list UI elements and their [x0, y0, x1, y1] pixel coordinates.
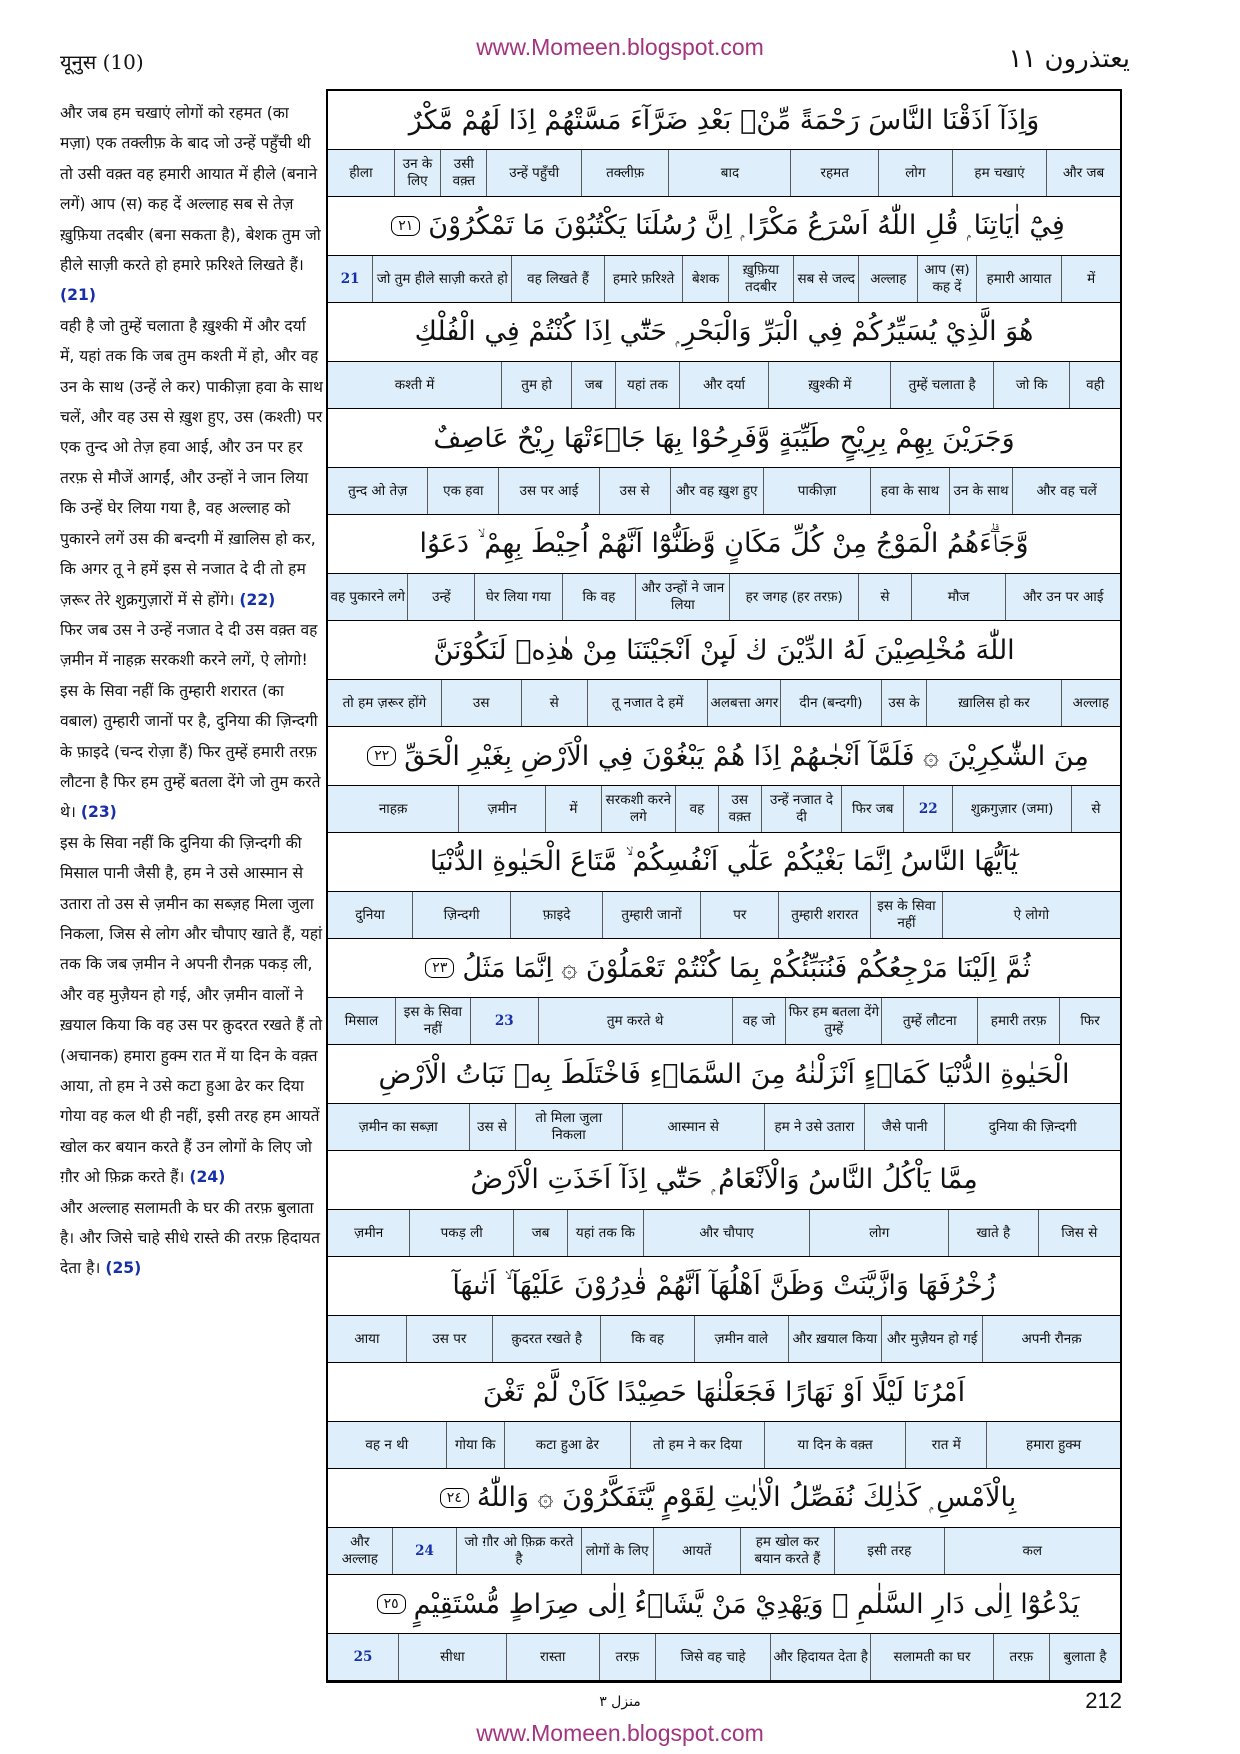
word-meaning-cell: मौज: [911, 574, 1005, 620]
word-meaning-cell: हीला: [349, 164, 373, 181]
word-meaning-cell: तुन्द ओ तेज़: [348, 482, 408, 499]
page-number: 212: [1085, 1688, 1122, 1713]
verse-number-cell: 22: [903, 786, 952, 832]
word-meaning-cell: वह: [675, 786, 718, 832]
word-meaning-cell: लोगों के लिए: [581, 1528, 653, 1574]
word-meaning-row: [328, 467, 1120, 515]
arabic-line: [328, 1363, 1120, 1421]
word-meaning-row: [328, 1103, 1120, 1151]
word-meaning-cell: इस के सिवा नहीं: [870, 892, 942, 938]
verse-number: (24): [189, 1168, 226, 1187]
word-meaning-cell: तुम्हारी जानों: [602, 892, 700, 938]
word-meaning-cell: सलामती का घर: [870, 1634, 992, 1680]
word-meaning-cell: उसी वक़्त: [440, 150, 486, 196]
arabic-text: مِنَ الشّٰكِرِيْنَ ۞ فَلَمَّآ اَنْجٰىهُمْ اِذَا هُمْ يَبْغُوْنَ فِي الْاَرْضِ بِغَيْرِ الْحَقِّ: [404, 740, 1089, 772]
word-meaning-cell: ज़मीन: [354, 1224, 384, 1241]
word-meaning-cell: तुम्हें चलाता है: [890, 362, 993, 408]
word-meaning-cell: उस वक़्त: [718, 786, 761, 832]
ayah-marker: ٢٣: [425, 958, 454, 978]
word-meaning-cell: और हिदायत देता है: [770, 1634, 870, 1680]
word-meaning-cell: ज़मीन का सब्ज़ा: [358, 1118, 438, 1135]
arabic-text: اللّٰهَ مُخْلِصِيْنَ لَهُ الدِّيْنَ ڬ لَىِٕنْ اَنْجَيْتَنَا مِنْ هٰذِهٖ لَنَكُوْنَنَّ: [433, 634, 1015, 666]
word-meaning-cell: उन्हें: [407, 574, 474, 620]
word-meaning-cell: जो कि: [993, 362, 1070, 408]
word-meaning-cell: जिस से: [1038, 1210, 1120, 1256]
word-meaning-cell: उन्हें नजात दे दी: [761, 786, 842, 832]
word-meaning-row: [328, 1527, 1120, 1575]
word-meaning-cell: हमारा हुक्म: [986, 1422, 1120, 1468]
word-meaning-cell: कल: [944, 1528, 1120, 1574]
word-meaning-cell: और दर्या: [679, 362, 769, 408]
word-meaning-cell: तक्लीफ़: [581, 150, 669, 196]
word-meaning-cell: ख़ालिस हो कर: [926, 680, 1060, 726]
ayah-marker: ٢٤: [440, 1488, 469, 1508]
word-meaning-cell: इस के सिवा नहीं: [395, 998, 470, 1044]
translation-paragraph: [60, 828, 324, 1193]
arabic-text: مِمَّا يَاْكُلُ النَّاسُ وَالْاَنْعَامُ ۭ حَتّٰٓي اِذَآ اَخَذَتِ الْاَرْضُ: [470, 1164, 978, 1195]
word-meaning-cell: तो हम ने कर दिया: [630, 1422, 764, 1468]
word-meaning-row: [328, 255, 1120, 303]
word-meaning-row: [328, 361, 1120, 409]
word-meaning-cell: जैसे पानी: [864, 1104, 944, 1150]
word-meaning-cell: उस: [441, 680, 521, 726]
word-meaning-cell: आयतें: [653, 1528, 740, 1574]
word-meaning-cell: ज़िन्दगी: [412, 892, 510, 938]
word-meaning-cell: क़ुदरत रखते है: [492, 1316, 600, 1362]
word-meaning-cell: तरफ़: [599, 1634, 655, 1680]
word-meaning-cell: उस पर: [406, 1316, 492, 1362]
word-meaning-cell: सरकशी करने लगे: [601, 786, 675, 832]
word-meaning-cell: यहां तक कि: [567, 1210, 642, 1256]
word-meaning-cell: दीन (बन्दगी): [780, 680, 880, 726]
word-meaning-cell: से: [858, 574, 911, 620]
arabic-line: [328, 833, 1120, 891]
word-meaning-cell: जब: [513, 1210, 567, 1256]
word-meaning-cell: बुलाता है: [1049, 1634, 1120, 1680]
word-meaning-cell: बेशक: [682, 256, 727, 302]
word-meaning-cell: फिर: [1059, 998, 1120, 1044]
word-meaning-cell: ख़ुफ़िया तदबीर: [728, 256, 793, 302]
word-meaning-cell: और वह चलें: [1012, 468, 1120, 514]
arabic-line: [328, 1469, 1120, 1527]
verse-number: (23): [80, 803, 117, 822]
translation-text: और जब हम चखाएं लोगों को रहमत (का मज़ा) एक तक्लीफ़ के बाद जो उन्हें पहुँची थी तो उसी वक़्त वह हमारी आयात में हीले (बनाने लगें) आप (स) कह दें अल्लाह सब से तेज़ ख़ुफ़िया तदबीर (बना सकता है), बेशक तुम जो हीले साज़ी करते हो हमारे फ़रिश्ते लिखते हैं।: [60, 104, 321, 275]
word-meaning-cell: हवा के साथ: [870, 468, 948, 514]
arabic-text: بِالْاَمْسِ ۭ كَذٰلِكَ نُفَصِّلُ الْاٰيٰتِ لِقَوْمٍ يَّتَفَكَّرُوْنَ ۞ وَاللّٰهُ: [476, 1482, 1017, 1513]
manzil-label: منزل ٣: [599, 1694, 641, 1710]
word-meaning-cell: लोग: [809, 1210, 948, 1256]
word-meaning-row: [328, 679, 1120, 727]
word-meaning-cell: हम खोल कर बयान करते हैं: [740, 1528, 834, 1574]
arabic-line: [328, 1045, 1120, 1103]
word-meaning-cell: ऐ लोगो: [942, 892, 1120, 938]
word-meaning-cell: हमारे फ़रिश्ते: [604, 256, 683, 302]
word-meaning-cell: और अल्लाह: [341, 1534, 378, 1567]
word-meaning-cell: वही: [1069, 362, 1120, 408]
arabic-text: وَّجَاۗءَهُمُ الْمَوْجُ مِنْ كُلِّ مَكَانٍ وَّظَنُّوْٓا اَنَّهُمْ اُحِيْطَ بِهِمْ ۙ دَعَوُا: [419, 528, 1029, 559]
word-meaning-cell: और ख़याल किया: [788, 1316, 882, 1362]
word-meaning-cell: आप (स) कह दें: [917, 256, 976, 302]
word-meaning-cell: जो तुम हीले साज़ी करते हो: [372, 256, 511, 302]
word-meaning-cell: एक हवा: [427, 468, 498, 514]
arabic-line: [328, 1151, 1120, 1209]
word-meaning-cell: कि वह: [562, 574, 636, 620]
translation-paragraph: [60, 311, 324, 615]
word-meaning-cell: रात में: [905, 1422, 986, 1468]
header-url[interactable]: www.Momeen.blogspot.com: [476, 34, 764, 60]
header-juz: يعتذرون ١١: [1008, 44, 1130, 74]
arabic-line: [328, 515, 1120, 573]
translation-text: फिर जब उस ने उन्हें नजात दे दी उस वक़्त वह ज़मीन में नाहक़ सरकशी करने लगें, ऐ लोगो! इस के सिवा नहीं कि तुम्हारी शरारत (का वबाल) तुम्हारी जानों पर है, दुनिया की ज़िन्दगी के फ़ाइदे (चन्द रोज़ा हैं) फिर तुम्हें हमारी तरफ़ लौटना है फिर हम तुम्हें बतला देंगे जो तुम करते थे।: [60, 620, 321, 822]
word-meaning-row: [328, 1633, 1120, 1681]
word-meaning-cell: पर: [700, 892, 778, 938]
word-meaning-cell: में: [545, 786, 600, 832]
word-meaning-row: [328, 1315, 1120, 1363]
translation-text: इस के सिवा नहीं कि दुनिया की ज़िन्दगी की मिसाल पानी जैसी है, हम ने उसे आस्मान से उतारा तो उस से ज़मीन का सब्ज़ह मिला जुला निकला, जिस से लोग और चौपाए खाते हैं, यहां तक कि जब ज़मीन ने अपनी रौनक़ पकड़ ली, और वह मुज़ैयन हो गई, और ज़मीन वालों ने ख़याल किया कि वह उस पर क़ुदरत रखते हैं तो (अचानक) हमारा हुक्म रात में या दिन के वक़्त आया, तो हम ने उसे कटा हुआ ढेर कर दिया गोया वह कल थी ही नहीं, इसी तरह हम आयतें खोल कर बयान करते हैं उन लोगों के लिए जो ग़ौर ओ फ़िक्र करते हैं।: [60, 833, 323, 1187]
word-meaning-row: [328, 573, 1120, 621]
verse-number-cell: 24: [392, 1528, 457, 1574]
word-meaning-cell: और वह ख़ुश हुए: [670, 468, 763, 514]
header-surah: यूनुस (10): [60, 50, 144, 74]
word-meaning-cell: कश्ती में: [394, 376, 435, 393]
word-meaning-cell: फिर हम बतला देंगे तुम्हें: [785, 998, 881, 1044]
verse-number-cell: 25: [353, 1648, 373, 1665]
word-by-word-panel: [328, 89, 1122, 1683]
word-meaning-cell: तो मिला जुला निकला: [515, 1104, 622, 1150]
ayah-marker: ٢٥: [377, 1594, 406, 1614]
word-meaning-cell: फिर जब: [841, 786, 903, 832]
word-meaning-cell: और उन पर आई: [1005, 574, 1120, 620]
word-meaning-cell: उस से: [599, 468, 670, 514]
word-meaning-cell: कटा हुआ ढेर: [504, 1422, 630, 1468]
word-meaning-cell: खाते है: [948, 1210, 1037, 1256]
word-meaning-cell: में: [1061, 256, 1120, 302]
word-meaning-row: [328, 785, 1120, 833]
word-meaning-cell: फ़ाइदे: [510, 892, 602, 938]
arabic-text: فِيْٓ اٰيَاتِنَا ۭ قُلِ اللّٰهُ اَسْرَعُ مَكْرًا ۭ اِنَّ رُسُلَنَا يَكْتُبُوْنَ مَا تَمْكُرُوْنَ: [428, 210, 1065, 241]
word-meaning-cell: अलबत्ता अगर: [707, 680, 780, 726]
word-meaning-cell: कि वह: [600, 1316, 694, 1362]
word-meaning-cell: और मुज़ैयन हो गई: [881, 1316, 982, 1362]
word-meaning-cell: आया: [354, 1330, 380, 1347]
verse-number-cell: 23: [470, 998, 538, 1044]
word-meaning-cell: जिसे वह चाहे: [655, 1634, 770, 1680]
word-meaning-cell: इसी तरह: [834, 1528, 943, 1574]
word-meaning-cell: गोया कि: [446, 1422, 504, 1468]
word-meaning-cell: तू नजात दे हमें: [587, 680, 708, 726]
translation-paragraph: [60, 615, 324, 828]
word-meaning-row: [328, 997, 1120, 1045]
verse-number: (21): [60, 286, 96, 305]
arabic-text: الْحَيٰوةِ الدُّنْيَا كَمَاۗءٍ اَنْزَلْنٰهُ مِنَ السَّمَاۗءِ فَاخْتَلَطَ بِهٖ نَبَاتُ الْاَرْضِ: [378, 1058, 1070, 1090]
word-meaning-cell: से: [521, 680, 587, 726]
word-meaning-cell: पाकीज़ा: [763, 468, 871, 514]
arabic-line: [328, 1575, 1120, 1633]
word-meaning-cell: और जब: [1046, 150, 1120, 196]
translation-text: और अल्लाह सलामती के घर की तरफ़ बुलाता है। और जिसे चाहे सीधे रास्ते की तरफ़ हिदायत देता है।: [60, 1198, 320, 1278]
arabic-line: [328, 939, 1120, 997]
translation-text: वही है जो तुम्हें चलाता है ख़ुश्की में और दर्या में, यहां तक कि जब तुम कश्ती में हो, और वह उन के साथ (उन्हें ले कर) पाकीज़ा हवा के साथ चलें, और वह उस से ख़ुश हुए, उस (कश्ती) पर एक तुन्द ओ तेज़ हवा आई, और उन पर हर तरफ़ से मौजें आगईं, और उन्हों ने जान लिया कि उन्हें घेर लिया गया है, वह अल्लाह को पुकारने लगें उस की बन्दगी में ख़ालिस हो कर, कि अगर तू ने हमें इस से नजात दे दी तो हम ज़रूर तेरे शुक्रगुज़ारों में से होंगे।: [60, 316, 323, 609]
arabic-text: وَاِذَآ اَذَقْنَا النَّاسَ رَحْمَةً مِّنْۢ بَعْدِ ضَرَّآءَ مَسَّتْهُمْ اِذَا لَهُمْ مَّكْرٌ: [408, 104, 1040, 136]
word-meaning-cell: हमारी तरफ़: [977, 998, 1059, 1044]
word-meaning-cell: तरफ़: [993, 1634, 1049, 1680]
arabic-line: [328, 409, 1120, 467]
word-meaning-cell: नाहक़: [378, 800, 408, 817]
ayah-marker: ٢٢: [367, 746, 396, 766]
word-meaning-cell: उस के: [881, 680, 927, 726]
word-meaning-cell: वह न थी: [365, 1436, 409, 1453]
word-meaning-cell: और चौपाए: [643, 1210, 810, 1256]
word-meaning-cell: सब से जल्द: [793, 256, 858, 302]
arabic-text: يَدْعُوْٓا اِلٰى دَارِ السَّلٰمِ ۭ وَيَهْدِيْ مَنْ يَّشَاۗءُ اِلٰى صِرَاطٍ مُّسْتَقِيْمٍ: [413, 1588, 1080, 1620]
word-meaning-cell: तुम्हें लौटना: [881, 998, 977, 1044]
arabic-line: [328, 727, 1120, 785]
word-meaning-cell: आस्मान से: [622, 1104, 764, 1150]
arabic-text: هُوَ الَّذِيْ يُسَيِّرُكُمْ فِي الْبَرِّ وَالْبَحْرِ ۭ حَتّٰٓي اِذَا كُنْتُمْ فِي الْفُلْكِ: [414, 316, 1034, 347]
word-meaning-cell: तुम करते थे: [538, 998, 732, 1044]
word-meaning-cell: तुम हो: [501, 362, 571, 408]
verse-number: (22): [239, 590, 276, 609]
word-meaning-cell: रहमत: [790, 150, 878, 196]
ayah-marker: ٢١: [391, 216, 420, 236]
word-meaning-cell: उन्हें पहुँची: [486, 150, 580, 196]
word-meaning-cell: घेर लिया गया: [474, 574, 561, 620]
word-meaning-cell: बाद: [668, 150, 790, 196]
word-meaning-cell: से: [1071, 786, 1120, 832]
translation-paragraph: [60, 98, 324, 311]
translation-column: [60, 98, 324, 1284]
word-meaning-cell: उस से: [469, 1104, 515, 1150]
word-meaning-cell: हम चखाएं: [952, 150, 1046, 196]
word-meaning-cell: जो ग़ौर ओ फ़िक्र करते है: [456, 1528, 580, 1574]
arabic-text: ثُمَّ اِلَيْنَا مَرْجِعُكُمْ فَنُنَبِّئُكُمْ بِمَا كُنْتُمْ تَعْمَلُوْنَ ۞ اِنَّمَا مَثَلُ: [462, 952, 1031, 984]
word-meaning-cell: उस पर आई: [498, 468, 598, 514]
verse-number-cell: 21: [340, 270, 360, 287]
word-meaning-cell: मिसाल: [344, 1012, 379, 1029]
word-meaning-cell: ज़मीन: [458, 786, 545, 832]
word-meaning-cell: हम ने उसे उतारा: [764, 1104, 865, 1150]
word-meaning-cell: या दिन के वक़्त: [764, 1422, 905, 1468]
word-meaning-cell: ख़ुश्की में: [768, 362, 890, 408]
word-meaning-row: [328, 891, 1120, 939]
word-meaning-cell: हर जगह (हर तरफ़): [729, 574, 858, 620]
arabic-text: اَمْرُنَا لَيْلًا اَوْ نَهَارًا فَجَعَلْنٰهَا حَصِيْدًا كَاَنْ لَّمْ تَغْنَ: [482, 1376, 966, 1408]
word-meaning-cell: रास्ता: [506, 1634, 599, 1680]
arabic-line: [328, 197, 1120, 255]
word-meaning-cell: यहां तक: [615, 362, 679, 408]
word-meaning-cell: वह लिखते हैं: [511, 256, 603, 302]
arabic-line: [328, 303, 1120, 361]
word-meaning-cell: अपनी रौनक़: [982, 1316, 1120, 1362]
word-meaning-cell: दुनिया की ज़िन्दगी: [944, 1104, 1120, 1150]
arabic-text: وَجَرَيْنَ بِهِمْ بِرِيْحٍ طَيِّبَةٍ وَّفَرِحُوْا بِهَا جَاۗءَتْهَا رِيْحٌ عَاصِفٌ: [433, 422, 1015, 454]
word-meaning-cell: पकड़ ली: [409, 1210, 513, 1256]
word-meaning-cell: लोग: [878, 150, 952, 196]
arabic-text: يٰٓاَيُّهَا النَّاسُ اِنَّمَا بَغْيُكُمْ عَلٰٓي اَنْفُسِكُمْ ۙ مَّتَاعَ الْحَيٰوةِ الدُّنْيَا: [429, 846, 1019, 877]
word-meaning-cell: वह पुकारने लगे: [330, 588, 406, 605]
word-meaning-cell: वह जो: [732, 998, 786, 1044]
word-meaning-cell: अल्लाह: [858, 256, 917, 302]
word-meaning-cell: तुम्हारी शरारत: [778, 892, 870, 938]
translation-paragraph: [60, 1193, 324, 1284]
word-meaning-row: [328, 1209, 1120, 1257]
footer-url[interactable]: www.Momeen.blogspot.com: [476, 1720, 764, 1746]
verse-number: (25): [105, 1259, 142, 1278]
arabic-line: [328, 91, 1120, 149]
word-meaning-cell: और उन्हों ने जान लिया: [635, 574, 729, 620]
arabic-line: [328, 621, 1120, 679]
word-meaning-cell: हमारी आयात: [976, 256, 1062, 302]
word-meaning-cell: उन के साथ: [949, 468, 1013, 514]
word-meaning-cell: दुनिया: [355, 906, 385, 923]
word-meaning-cell: ज़मीन वाले: [694, 1316, 788, 1362]
arabic-text: زُخْرُفَهَا وَازَّيَّنَتْ وَظَنَّ اَهْلُهَآ اَنَّهُمْ قٰدِرُوْنَ عَلَيْهَآ ۙ اَتٰىهَآ: [452, 1270, 996, 1301]
word-meaning-cell: अल्लाह: [1061, 680, 1120, 726]
word-meaning-cell: सीधा: [398, 1634, 506, 1680]
word-meaning-cell: उन के लिए: [394, 150, 440, 196]
word-meaning-cell: शुक्रगुज़ार (जमा): [952, 786, 1071, 832]
arabic-line: [328, 1257, 1120, 1315]
word-meaning-row: [328, 1421, 1120, 1469]
word-meaning-cell: तो हम ज़रूर होंगे: [342, 694, 427, 711]
word-meaning-row: [328, 149, 1120, 197]
word-meaning-cell: जब: [571, 362, 615, 408]
